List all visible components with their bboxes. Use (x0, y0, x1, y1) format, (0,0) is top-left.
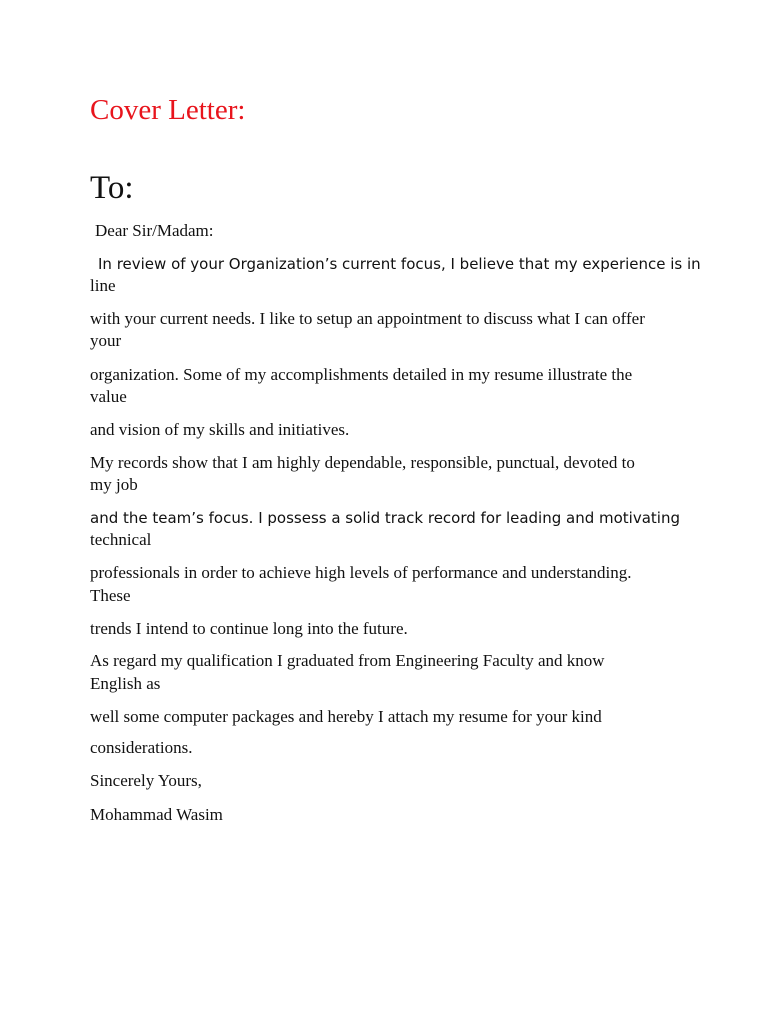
body-line: English as (90, 674, 161, 693)
closing: Sincerely Yours, (90, 771, 202, 790)
body-line: trends I intend to continue long into the future. (90, 619, 408, 638)
body-line: well some computer packages and hereby I attach my resume for your kind (90, 707, 602, 726)
body-line: organization. Some of my accomplishments detailed in my resume illustrate the (90, 365, 633, 384)
body-line: considerations. (90, 738, 193, 757)
document-title: Cover Letter: (90, 94, 246, 126)
body-line: professionals in order to achieve high levels of performance and understanding. (90, 563, 632, 582)
body-line: My records show that I am highly dependable, responsible, punctual, devoted to (90, 453, 635, 472)
recipient-label: To: (90, 170, 134, 206)
body-line: value (90, 387, 127, 406)
body-line: with your current needs. I like to setup an appointment to discuss what I can offer (90, 309, 645, 328)
body-line: line (90, 276, 116, 295)
signature-name: Mohammad Wasim (90, 805, 223, 824)
body-line: In review of your Organization’s current focus, I believe that my experience is in (98, 255, 701, 273)
body-line: As regard my qualification I graduated from Engineering Faculty and know (90, 651, 605, 670)
body-line: my job (90, 475, 138, 494)
body-line: These (90, 586, 131, 605)
body-line: your (90, 331, 122, 350)
body-line: and the team’s focus. I possess a solid track record for leading and motivating (90, 509, 680, 527)
salutation: Dear Sir/Madam: (95, 221, 214, 240)
body-line: and vision of my skills and initiatives. (90, 420, 350, 439)
body-line: technical (90, 530, 152, 549)
